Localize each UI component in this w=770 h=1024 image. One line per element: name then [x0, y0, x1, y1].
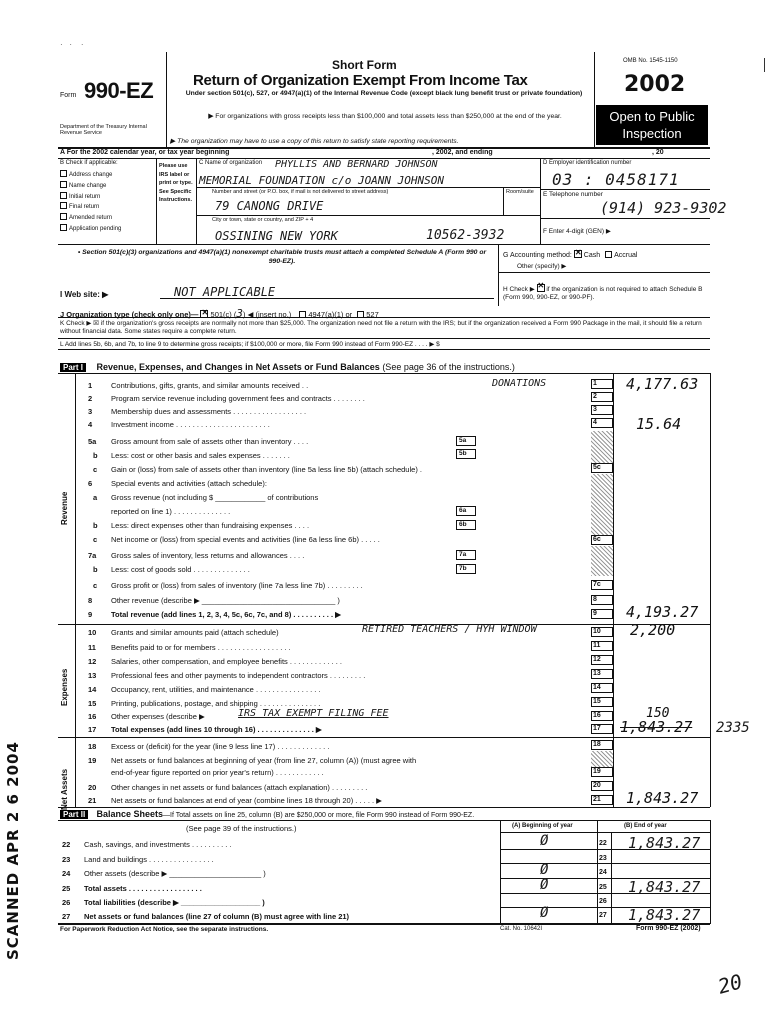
form-label: Form: [60, 92, 77, 99]
expenses-side-label: Expenses: [60, 668, 69, 706]
line-17-correction: 2335: [716, 720, 750, 736]
open-public-line2: Inspection: [622, 126, 682, 141]
form-number: 990-EZ: [84, 78, 154, 103]
line-1-amount: 4,177.63: [626, 375, 699, 393]
line-a: A For the 2002 calendar year, or tax year beginning: [60, 149, 230, 156]
paperwork-notice: For Paperwork Reduction Act Notice, see the separate instructions.: [60, 926, 269, 933]
short-form-title: Short Form: [332, 58, 397, 72]
main-title: Return of Organization Exempt From Income Tax: [193, 72, 528, 89]
g-accounting-method: G Accounting method: ✕ Cash Accrual: [503, 250, 637, 259]
zip-code: 10562-3932: [426, 228, 505, 243]
edge-mark: [764, 58, 765, 72]
line-k: K Check ▶ ☒ if the organization's gross receipts are normally not more than $25,000. The organization need not file a return with the IRS; but if the organization received a Form 990 Package in the mail, it should file a return without financial data. Some states require a complete return.: [60, 320, 702, 335]
web-site-label: I Web site: ▶: [60, 290, 109, 299]
h-check: H Check ▶ ✕ if the organization is not required to attach Schedule B (Form 990, 990-EZ, or 990-PF).: [503, 284, 708, 302]
line-16-note: IRS TAX EXEMPT FILING FEE: [238, 708, 389, 719]
please-use-label: Please use IRS label or print or type. See Specific Instructions.: [159, 163, 193, 203]
room-label: Room/suite: [506, 189, 534, 195]
line-21-amount: 1,843.27: [626, 789, 699, 807]
line-1-desc: Contributions, gifts, grants, and similar amounts received . .: [111, 381, 309, 390]
d-label: D Employer identification number: [543, 160, 632, 166]
line-1-note: DONATIONS: [492, 378, 547, 389]
block-b-label: B Check if applicable:: [60, 160, 118, 166]
option-final-return[interactable]: Final return: [60, 202, 121, 213]
line-22-col-a: Ø: [540, 833, 549, 849]
col-b-header: (B) End of year: [624, 823, 667, 829]
line-24-col-a: Ø: [540, 862, 549, 878]
web-site-value: NOT APPLICABLE: [174, 285, 276, 299]
block-b-options: [60, 170, 121, 235]
city-label: City or town, state or country, and ZIP + 4: [212, 217, 314, 223]
cash-checkbox[interactable]: [574, 250, 582, 258]
line-4-amount: 15.64: [636, 415, 682, 433]
state-note: ▶ The organization may have to use a copy of this return to satisfy state reporting requirements.: [170, 138, 459, 145]
street-label: Number and street (or P.O. box, if mail is not delivered to street address): [212, 189, 389, 195]
part2-header: Part II Balance Sheets—If Total assets on line 25, column (B) are $250,000 or more, file Form 990 instead of Form 990-EZ.: [60, 809, 474, 819]
option-application-pending[interactable]: Application pending: [60, 224, 121, 235]
line-22-col-b: 1,843.27: [628, 834, 701, 852]
city-state: OSSINING NEW YORK: [215, 229, 338, 243]
e-label: E Telephone number: [543, 191, 603, 198]
option-address-change[interactable]: Address change: [60, 170, 121, 181]
line-9-amount: 4,193.27: [626, 603, 699, 621]
option-amended-return[interactable]: Amended return: [60, 213, 121, 224]
omb-number: OMB No. 1545-1150: [623, 58, 678, 64]
line-27-col-a: Ø: [540, 905, 549, 921]
tax-year: 2002: [624, 72, 686, 97]
under-section: Under section 501(c), 527, or 4947(a)(1) of the Internal Revenue Code (except black lung benefit trust or private foundation): [185, 90, 583, 97]
form-footer: Form 990-EZ (2002): [636, 925, 701, 932]
street-address: 79 CANONG DRIVE: [215, 199, 324, 213]
line-27-col-b: 1,843.27: [628, 906, 701, 924]
option-name-change[interactable]: Name change: [60, 181, 121, 192]
h-checkbox[interactable]: [537, 284, 545, 292]
org-type-row: J Organization type (check only one)— ✕ 501(c) (3) ◀ (insert no.) 4947(a)(1) or 527: [60, 307, 379, 320]
line-25-col-a: Ø: [540, 877, 549, 893]
phone-value: (914) 923-9302: [600, 199, 727, 217]
line-l: L Add lines 5b, 6b, and 7b, to line 9 to determine gross receipts; if $100,000 or more, file Form 990 instead of Form 990-EZ . . . . ▶ $: [60, 341, 440, 348]
f-label: F Enter 4-digit (GEN) ▶: [543, 228, 611, 235]
for-organizations: ▶ For organizations with gross receipts less than $100,000 and total assets less than $250,000 at the end of the year.: [208, 113, 562, 120]
line-a-end: , 20: [652, 149, 664, 156]
scanned-stamp: SCANNED APR 2 6 2004: [4, 741, 22, 960]
org-name-line1: PHYLLIS AND BERNARD JOHNSON: [275, 159, 438, 170]
line-10-amount: 2,200: [630, 621, 676, 639]
ein-value: 03 : 0458171: [552, 170, 680, 189]
org-name-line2: MEMORIAL FOUNDATION c/o JOANN JOHNSON: [199, 174, 445, 187]
part1-header: Part I Revenue, Expenses, and Changes in Net Assets or Fund Balances (See page 36 of the instructions.): [60, 362, 515, 372]
g-other: Other (specify) ▶: [517, 263, 567, 270]
cat-number: Cat. No. 10642I: [500, 926, 543, 932]
open-to-public-box: [596, 105, 708, 145]
net-assets-side-label: Net Assets: [60, 768, 69, 810]
line-17-amount: 1,843.27: [620, 718, 693, 736]
revenue-side-label: Revenue: [60, 491, 69, 525]
page-mark: 20: [715, 969, 745, 999]
section-501c3-note: • Section 501(c)(3) organizations and 4947(a)(1) nonexempt charitable trusts must attach a completed Schedule A (Form 990 or 990-EZ).: [77, 249, 487, 265]
open-public-line1: Open to Public: [609, 109, 695, 124]
col-a-header: (A) Beginning of year: [512, 823, 573, 829]
accrual-checkbox[interactable]: [605, 251, 612, 258]
line-a-mid: , 2002, and ending: [432, 149, 493, 156]
line-16-amount: 150: [646, 706, 670, 721]
line-10-note: RETIRED TEACHERS / HYH WINDOW: [362, 624, 537, 635]
option-initial-return[interactable]: Initial return: [60, 192, 121, 203]
scan-specks: · · ·: [60, 40, 84, 49]
part2-see: (See page 39 of the instructions.): [186, 824, 297, 833]
department: Department of the Treasury Internal Revenue Service: [60, 124, 147, 136]
c-label: C Name of organization: [199, 160, 263, 166]
line-25-col-b: 1,843.27: [628, 878, 701, 896]
